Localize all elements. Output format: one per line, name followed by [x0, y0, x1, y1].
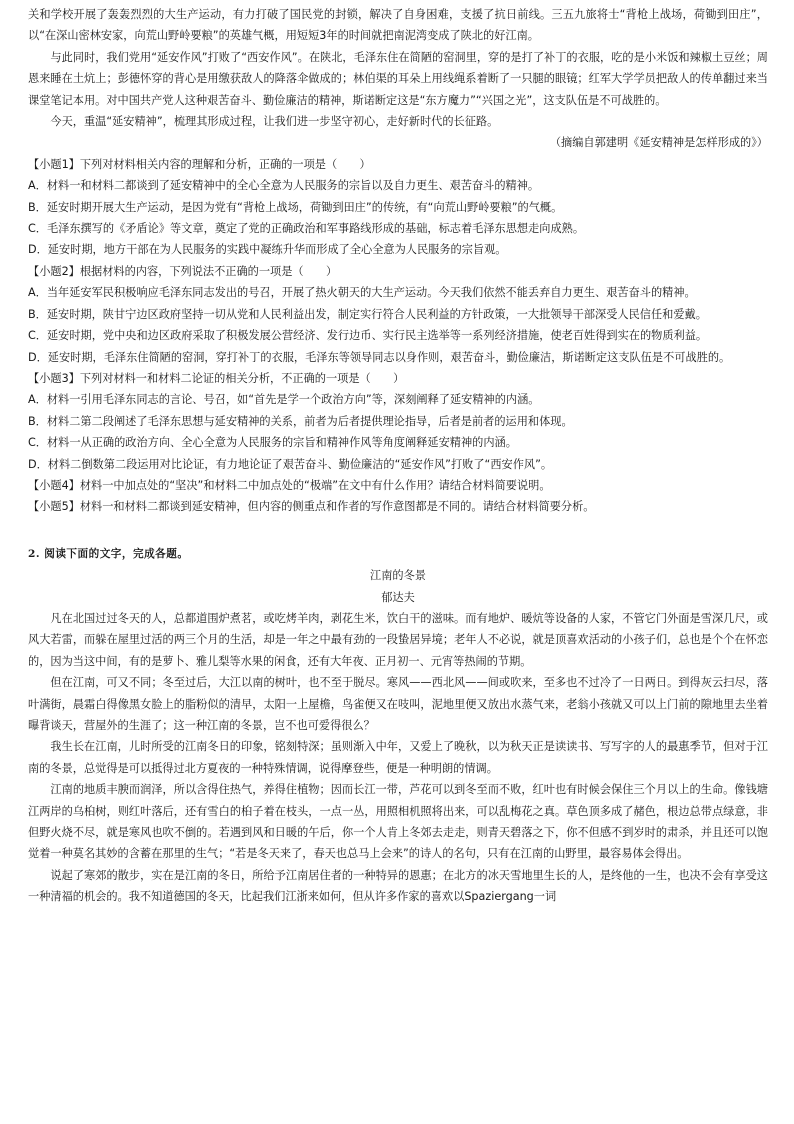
question-4-stem: 【小题4】材料一中加点处的“坚决”和材料二中加点处的“极端”在文中有什么作用？请结合材料简要说明。: [28, 478, 551, 492]
question-3-stem: 【小题3】下列对材料一和材料二论证的相关分析，不正确的一项是（ ）: [28, 371, 405, 385]
essay-paragraph-5: 说起了寒郊的散步，实在是江南的冬日，所给予江南居住者的一种特异的恩惠；在北方的冰天雪地里生长的人，是终他的一生，也决不会有享受这一种清福的机会的。我不知道德国的冬天，比起我们江浙来如何，但从许多作家的喜欢以Spaziergang一词: [28, 868, 768, 904]
essay-title: 江南的冬景: [370, 569, 426, 583]
question-2-option-d: D．延安时期，毛泽东住简陋的窑洞，穿打补丁的衣服，毛泽东等领导同志以身作则，艰苦奋斗，勤俭廉洁，斯诺断定这支队伍是不可战胜的。: [28, 350, 731, 364]
question-1-stem: 【小题1】下列对材料相关内容的理解和分析，正确的一项是（ ）: [28, 157, 371, 171]
question-3-option-c: C．材料一从正确的政治方向、全心全意为人民服务的宗旨和精神作风等角度阐释延安精神的内涵。: [28, 436, 517, 450]
essay-paragraph-2: 但在江南，可又不同；冬至过后，大江以南的树叶，也不至于脱尽。寒风——西北风——间或吹来，至多也不过冷了一日两日。到得灰云扫尽，落叶满街，晨霜白得像黑女脸上的脂粉似的清早，太阳一上屋檐，鸟雀便又在吱叫，泥地里便又放出水蒸气来，老翁小孩就又可以上门前的隙地里去坐着曝背谈天，营屋外的生涯了；这一种江南的冬景，岂不也可爱得很么？: [28, 676, 768, 732]
section-gap: [28, 518, 768, 544]
passage1-paragraph-3: 今天，重温“延安精神”，梳理其形成过程，让我们进一步坚守初心，走好新时代的长征路。: [50, 115, 499, 129]
question-2-stem: 【小题2】根据材料的内容，下列说法不正确的一项是（ ）: [28, 264, 338, 278]
question-1-option-b: B．延安时期开展大生产运动，是因为党有“背枪上战场，荷锄到田庄”的传统，有“向荒山野岭要粮”的气概。: [28, 200, 563, 214]
essay-paragraph-4: 江南的地质丰腴而润泽，所以含得住热气，养得住植物；因而长江一带，芦花可以到冬至而不败，红叶也有时候会保住三个月以上的生命。像钱塘江两岸的乌桕树，则红叶落后，还有雪白的桕子着在枝头，一点一丛，用照相机照将出来，可以乱梅花之真。草色顶多成了赭色，根边总带点绿意，非但野火烧不尽，就是寒风也吹不倒的。若遇到风和日暖的午后，你一个人肯上冬郊去走走，则青天碧落之下，你不但感不到岁时的肃杀，并且还可以饱觉着一种莫名其妙的含蓄在那里的生气；“若是冬天来了，春天也总马上会来”的诗人的名句，只有在江南的山野里，最容易体会得出。: [28, 783, 768, 861]
essay-author: 郁达夫: [381, 590, 415, 604]
question-3-option-d: D．材料二倒数第二段运用对比论证，有力地论证了艰苦奋斗、勤俭廉洁的“延安作风”打败了“西安作风”。: [28, 457, 553, 471]
passage1-source: （摘编自郭建明《延安精神是怎样形成的》）: [549, 136, 768, 150]
question-3-option-b: B．材料二第二段阐述了毛泽东思想与延安精神的关系，前者为后者提供理论指导，后者是前者的运用和体现。: [28, 414, 573, 428]
question-2-option-c: C．延安时期，党中央和边区政府采取了积极发展公营经济、发行边币、实行民主选举等一系列经济措施，使老百姓得到实在的物质利益。: [28, 329, 708, 343]
document-page: [28, 0, 768, 908]
section-2-heading: 2. 阅读下面的文字，完成各题。: [28, 547, 189, 560]
question-3-option-a: A．材料一引用毛泽东同志的言论、号召，如“首先是学一个政治方向”等，深刻阐释了延安精神的内涵。: [28, 393, 540, 407]
essay-paragraph-3: 我生长在江南，儿时所受的江南冬日的印象，铭刻特深；虽则渐入中年，又爱上了晚秋，以为秋天正是读读书、写写字的人的最惠季节，但对于江南的冬景，总觉得是可以抵得过北方夏夜的一种特殊情调，说得摩登些，便是一种明朗的情调。: [28, 740, 768, 775]
question-2-option-a: A．当年延安军民积极响应毛泽东同志发出的号召，开展了热火朝天的大生产运动。今天我们依然不能丢弃自力更生、艰苦奋斗的精神。: [28, 286, 696, 300]
question-1-option-c: C．毛泽东撰写的《矛盾论》等文章，奠定了党的正确政治和军事路线形成的基础，标志着毛泽东思想走向成熟。: [28, 222, 585, 236]
question-2-option-b: B．延安时期，陕甘宁边区政府坚持一切从党和人民利益出发，制定实行符合人民利益的方针政策，一大批领导干部深受人民信任和爱戴。: [28, 307, 707, 321]
question-5-stem: 【小题5】材料一和材料二都谈到延安精神，但内容的侧重点和作者的写作意图都是不同的。请结合材料简要分析。: [28, 500, 595, 514]
essay-paragraph-1: 凡在北国过过冬天的人，总都道围炉煮茗，或吃烤羊肉，剥花生米，饮白干的滋味。而有地炉、暖炕等设备的人家，不管它门外面是雪深几尺，或风大若雷，而躲在屋里过活的两三个月的生活，却是一年之中最有劲的一段蛰居异境；老年人不必说，就是顶喜欢活动的小孩子们，总也是个个在怀恋的，因为当这中间，有的是萝卜、雅儿梨等水果的闲食，还有大年夜、正月初一、元宵等热闹的节期。: [28, 611, 768, 668]
passage1-paragraph-2: 与此同时，我们党用“延安作风”打败了“西安作风”。在陕北，毛泽东住在简陋的窑洞里，穿的是打了补丁的衣服，吃的是小米饭和辣椒土豆丝；周恩来睡在土炕上；彭德怀穿的背心是用缴获敌人的降落伞做成的；林伯渠的耳朵上用线绳系着断了一只腿的眼镜；红军大学学员把敌人的传单翻过来当课堂笔记本用。对中国共产党人这种艰苦奋斗、勤俭廉洁的精神，斯诺断定这是“东方魔力”“兴国之光”，这支队伍是不可战胜的。: [28, 50, 768, 107]
question-1-option-d: D．延安时期，地方干部在为人民服务的实践中凝练升华而形成了全心全意为人民服务的宗旨观。: [28, 243, 507, 257]
passage1-paragraph-1: 关和学校开展了轰轰烈烈的大生产运动，有力打破了国民党的封锁，解决了自身困难，支援了抗日前线。三五九旅将士“背枪上战场，荷锄到田庄”，以“在深山密林安家，向荒山野岭要粮”的英雄气概，用短短3年的时间就把南泥湾变成了陕北的好江南。: [28, 8, 768, 43]
question-1-option-a: A．材料一和材料二都谈到了延安精神中的全心全意为人民服务的宗旨以及自力更生、艰苦奋斗的精神。: [28, 179, 540, 193]
